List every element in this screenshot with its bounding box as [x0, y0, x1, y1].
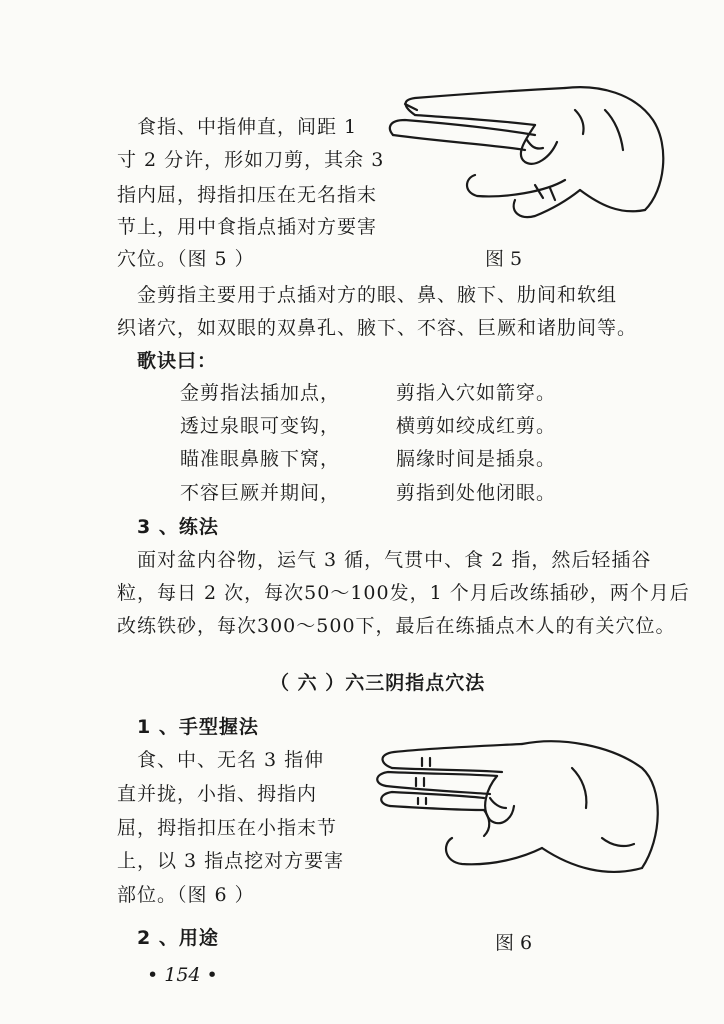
fig5-text-line: 指内屈，拇指扣压在无名指末 [117, 184, 378, 206]
page-number: • 154 • [147, 964, 218, 986]
practice-heading: 3 、练法 [137, 516, 219, 538]
verse-right-line: 剪指入穴如箭穿。 [396, 382, 557, 404]
verse-heading: 歌诀曰： [137, 350, 218, 372]
verse-left-line: 金剪指法插加点， [180, 382, 341, 404]
verse-right-line: 横剪如绞成红剪。 [396, 415, 557, 437]
fig5-caption: 图 5 [485, 248, 523, 270]
verse-left-line: 透过泉眼可变钩， [180, 415, 341, 437]
grip-heading: 1 、手型握法 [137, 716, 259, 738]
verse-left-line: 不容巨厥并期间， [180, 482, 341, 504]
fig6-text-line: 屈，拇指扣压在小指末节 [117, 817, 338, 839]
hand-figure-6-illustration [372, 728, 672, 898]
section-title: （ 六 ）六三阴指点穴法 [270, 672, 486, 694]
practice-paragraph-line: 粒，每日 2 次，每次50～100发，1 个月后改练插砂，两个月后 [117, 582, 690, 604]
fig6-text-line: 上，以 3 指点挖对方要害 [117, 850, 345, 872]
verse-left-line: 瞄准眼鼻腋下窝， [180, 448, 341, 470]
fig5-text-line: 寸 2 分许，形如刀剪，其余 3 [117, 149, 385, 171]
fig6-caption: 图 6 [495, 932, 533, 954]
practice-paragraph-line: 改练铁砂，每次300～500下，最后在练插点木人的有关穴位。 [117, 615, 676, 637]
fig6-text-line: 食、中、无名 3 指伸 [137, 749, 325, 771]
verse-right-line: 剪指到处他闭眼。 [396, 482, 557, 504]
verse-right-line: 膈缘时间是插泉。 [396, 448, 557, 470]
fig5-text-line: 食指、中指伸直，间距 1 [137, 116, 358, 138]
practice-paragraph-line: 面对盆内谷物，运气 3 循，气贯中、食 2 指，然后轻插谷 [137, 549, 652, 571]
usage-paragraph-line: 金剪指主要用于点插对方的眼、鼻、腋下、肋间和软组 [137, 284, 618, 306]
fig6-text-line: 直并拢，小指、拇指内 [117, 783, 318, 805]
usage-paragraph-line: 织诸穴，如双眼的双鼻孔、腋下、不容、巨厥和诸肋间等。 [117, 317, 638, 339]
use-heading: 2 、用途 [137, 927, 219, 949]
fig5-text-line: 穴位。（图 5 ） [117, 248, 255, 270]
fig6-text-line: 部位。（图 6 ） [117, 884, 255, 906]
hand-figure-5-illustration [385, 80, 675, 240]
fig5-text-line: 节上，用中食指点插对方要害 [117, 216, 378, 238]
